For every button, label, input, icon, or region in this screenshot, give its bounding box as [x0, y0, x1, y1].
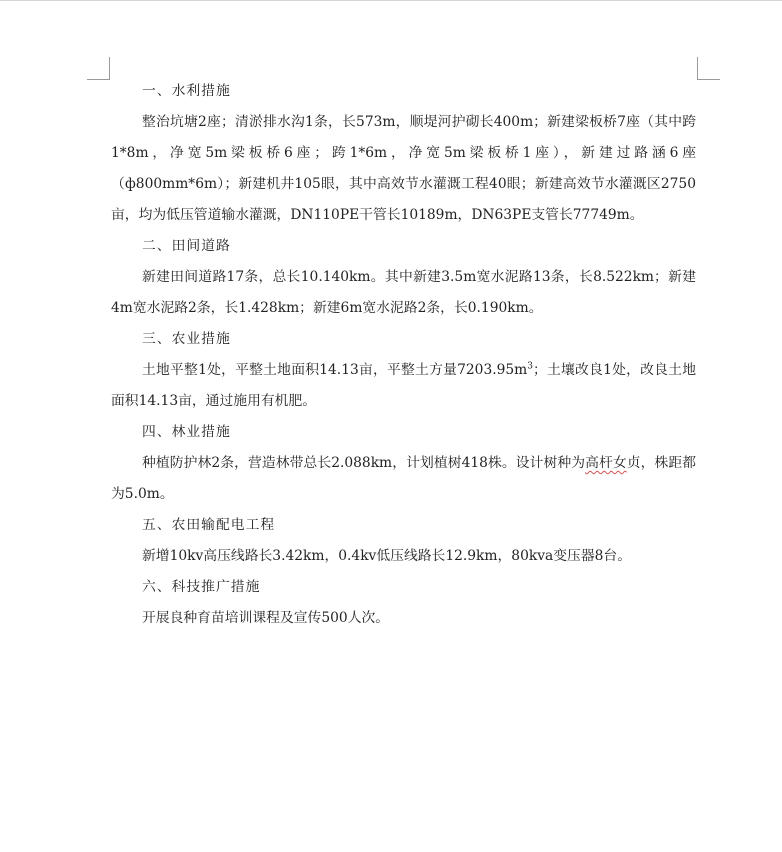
top-border-line	[0, 0, 782, 1]
spellcheck-marked-text: 高杆女	[585, 455, 627, 471]
section-heading-water: 一、水利措施	[142, 83, 231, 99]
section-paragraph-water: 整治坑塘2座；清淤排水沟1条，长573m，顺堤河护砌长400m；新建梁板桥7座（其中跨1*8m，净宽5m梁板桥6座；跨1*6m，净宽5m梁板桥1座），新建过路涵6座（ф800mm*6m）；新建机井105眼，其中高效节水灌溉工程40眼；新建高效节水灌溉区2750亩，均为低压管道输水灌溉，DN110PE干管长10189m，DN63PE支管长77749m。	[111, 114, 696, 223]
section-heading-tech: 六、科技推广措施	[142, 579, 261, 595]
section-paragraph-tech: 开展良种育苗培训课程及宣传500人次。	[142, 610, 390, 626]
section-heading-forestry: 四、林业措施	[142, 424, 231, 440]
document-body[interactable]	[111, 76, 696, 634]
section-heading-power: 五、农田输配电工程	[142, 517, 276, 533]
forestry-text-part2: 贞，株距都为5.0m。	[111, 455, 697, 502]
section-paragraph-agriculture	[111, 355, 696, 417]
agri-text-part2: ；土壤改良1处，改良土地面积14.13亩，通过施用有机肥。	[111, 362, 696, 409]
section-heading-roads: 二、田间道路	[142, 238, 231, 254]
agri-text-part1: 土地平整1处，平整土地面积14.13亩，平整土方量7203.95m	[142, 362, 528, 378]
section-paragraph-roads: 新建田间道路17条，总长10.140km。其中新建3.5m宽水泥路13条，长8.522km；新建4m宽水泥路2条，长1.428km；新建6m宽水泥路2条，长0.190km。	[111, 269, 696, 316]
section-heading-agriculture: 三、农业措施	[142, 331, 231, 347]
section-paragraph-forestry	[111, 448, 696, 510]
agri-superscript: 3	[527, 361, 533, 372]
section-paragraph-power: 新增10kv高压线路长3.42km，0.4kv低压线路长12.9km，80kva变压器8台。	[142, 548, 631, 564]
forestry-text-part1: 种植防护林2条，营造林带总长2.088km，计划植树418株。设计树种为	[142, 455, 586, 471]
page-corner-mark-top-left	[87, 57, 110, 80]
page-corner-mark-top-right	[697, 57, 720, 80]
